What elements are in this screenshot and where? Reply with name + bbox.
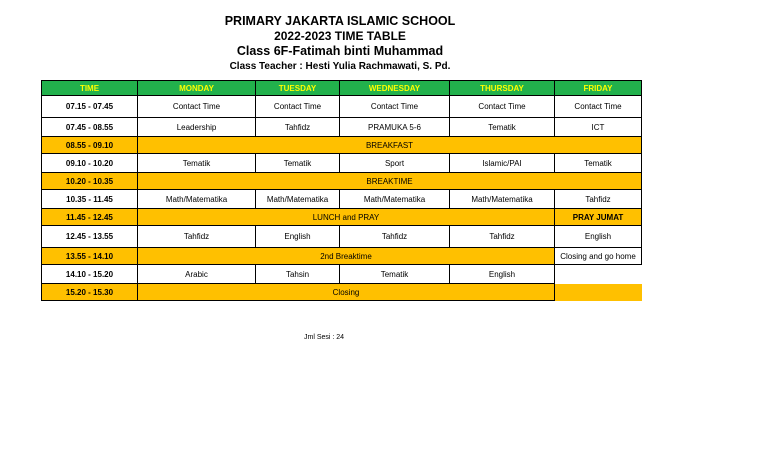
time-cell: 10.20 - 10.35: [42, 173, 138, 190]
lesson-cell: Contact Time: [340, 96, 450, 118]
time-cell: 09.10 - 10.20: [42, 154, 138, 173]
col-header-time: TIME: [42, 81, 138, 96]
session-count: Jml Sesi : 24: [304, 334, 345, 341]
lesson-cell: Contact Time: [555, 96, 642, 118]
lesson-cell: Tahfidz: [256, 118, 340, 137]
time-cell: 07.15 - 07.45: [42, 96, 138, 118]
table-row: [42, 248, 642, 265]
time-cell: 14.10 - 15.20: [42, 265, 138, 284]
time-cell: 07.45 - 08.55: [42, 118, 138, 137]
lesson-cell: Tematik: [450, 118, 555, 137]
time-cell: 15.20 - 15.30: [42, 284, 138, 301]
break-cell: 2nd Breaktime: [138, 248, 555, 265]
table-row: [42, 209, 642, 226]
lesson-cell: Tematik: [138, 154, 256, 173]
time-cell: 10.35 - 11.45: [42, 190, 138, 209]
lesson-cell: Tahfidz: [555, 190, 642, 209]
timetable-year: 2022-2023 TIME TABLE: [274, 29, 406, 43]
lesson-cell: Tematik: [340, 265, 450, 284]
table-row: [42, 284, 642, 301]
lesson-cell: Contact Time: [138, 96, 256, 118]
time-cell: 13.55 - 14.10: [42, 248, 138, 265]
table-row: [42, 226, 642, 248]
lesson-cell: Sport: [340, 154, 450, 173]
lesson-cell: Tahfidz: [450, 226, 555, 248]
friday-special-cell: Closing and go home: [555, 248, 642, 265]
lesson-cell: Math/Matematika: [450, 190, 555, 209]
lesson-cell: English: [555, 226, 642, 248]
break-cell: Closing: [138, 284, 555, 301]
lesson-cell: PRAMUKA 5-6: [340, 118, 450, 137]
lesson-cell: Math/Matematika: [138, 190, 256, 209]
time-cell: 11.45 - 12.45: [42, 209, 138, 226]
lesson-cell: English: [450, 265, 555, 284]
table-row: [42, 137, 642, 154]
class-teacher: Class Teacher : Hesti Yulia Rachmawati, S. Pd.: [229, 61, 451, 72]
timetable: [41, 80, 642, 301]
lesson-cell: Tematik: [256, 154, 340, 173]
break-cell: LUNCH and PRAY: [138, 209, 555, 226]
friday-special-cell: PRAY JUMAT: [555, 209, 642, 226]
lesson-cell: Tahfidz: [138, 226, 256, 248]
lesson-cell: Islamic/PAI: [450, 154, 555, 173]
empty-cell: [555, 284, 642, 301]
lesson-cell: Arabic: [138, 265, 256, 284]
table-row: [42, 118, 642, 137]
class-name: Class 6F-Fatimah binti Muhammad: [236, 44, 444, 58]
lesson-cell: Math/Matematika: [340, 190, 450, 209]
lesson-cell: Contact Time: [256, 96, 340, 118]
time-cell: 12.45 - 13.55: [42, 226, 138, 248]
lesson-cell: Tahfidz: [340, 226, 450, 248]
lesson-cell: Contact Time: [450, 96, 555, 118]
col-header-wednesday: WEDNESDAY: [340, 81, 450, 96]
lesson-cell: Tahsin: [256, 265, 340, 284]
table-row: [42, 190, 642, 209]
col-header-thursday: THURSDAY: [450, 81, 555, 96]
break-cell: BREAKTIME: [138, 173, 642, 190]
col-header-tuesday: TUESDAY: [256, 81, 340, 96]
time-cell: 08.55 - 09.10: [42, 137, 138, 154]
header-row: [42, 81, 642, 96]
lesson-cell: Math/Matematika: [256, 190, 340, 209]
lesson-cell: ICT: [555, 118, 642, 137]
col-header-friday: FRIDAY: [555, 81, 642, 96]
lesson-cell: Leadership: [138, 118, 256, 137]
lesson-cell: Tematik: [555, 154, 642, 173]
table-row: [42, 96, 642, 118]
break-cell: BREAKFAST: [138, 137, 642, 154]
col-header-monday: MONDAY: [138, 81, 256, 96]
table-row: [42, 154, 642, 173]
school-name: PRIMARY JAKARTA ISLAMIC SCHOOL: [224, 14, 456, 28]
empty-cell: [555, 265, 642, 284]
lesson-cell: English: [256, 226, 340, 248]
table-row: [42, 265, 642, 284]
timetable-header: [120, 14, 560, 73]
table-row: [42, 173, 642, 190]
